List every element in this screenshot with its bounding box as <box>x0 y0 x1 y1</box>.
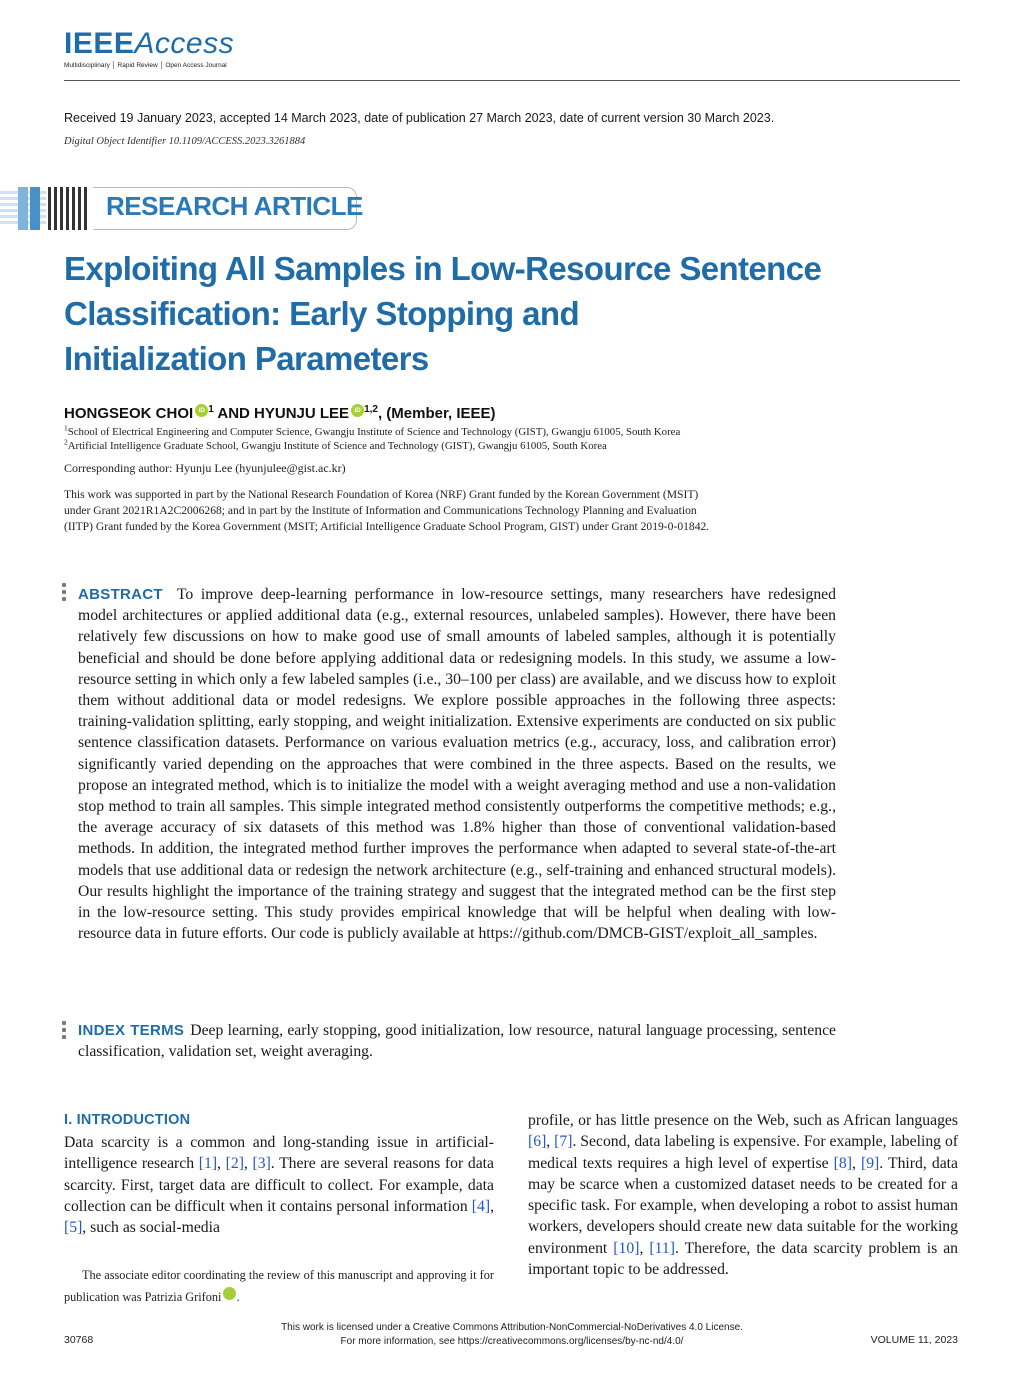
affiliation-1: $^1$School of Electrical Engineering and Computer Science, Gwangju Institute of Science and Technology (GIST), Gwangju 61005, South Korea <box>64 423 681 438</box>
license-line-2[interactable]: For more information, see https://creativecommons.org/licenses/by-nc-nd/4.0/ <box>340 1336 684 1347</box>
citation-link[interactable]: [7] <box>554 1133 573 1151</box>
abstract-marker <box>62 583 68 604</box>
intro-column-left <box>64 1110 494 1238</box>
funding-statement: This work was supported in part by the National Research Foundation of Korea (NRF) Grant funded by the Korean Government (MSIT) under Grant 2021R1A2C2006268; and in part by the Institute of Information and Communications Technology Planning and Evaluation (IITP) Grant funded by the Korea Government (MSIT; Artificial Intelligence Graduate School Program, GIST) under Grant 2019-0-01842. <box>64 488 710 533</box>
editor-footnote: The associate editor coordinating the review of this manuscript and approving it for publication was Patrizia Grifoni iD. <box>64 1268 494 1304</box>
citation-link[interactable]: [5] <box>64 1219 83 1237</box>
orcid-icon[interactable]: iD <box>351 404 364 417</box>
corresponding-author: Corresponding author: Hyunju Lee (hyunjulee@gist.ac.kr) <box>64 461 346 475</box>
author-and: AND <box>213 405 255 422</box>
citation-link[interactable]: [2] <box>225 1155 244 1173</box>
citation-link[interactable]: [8] <box>833 1154 852 1172</box>
license-line-1: This work is licensed under a Creative Commons Attribution-NonCommercial-NoDerivatives 4.0 License. <box>281 1322 743 1333</box>
index-terms-label: INDEX TERMS <box>78 1022 185 1039</box>
doi: Digital Object Identifier 10.1109/ACCESS.2023.3261884 <box>64 136 306 147</box>
citation-link[interactable]: [10] <box>613 1239 640 1257</box>
citation-link[interactable]: [1] <box>198 1155 218 1173</box>
citation-link[interactable]: [11] <box>649 1239 675 1257</box>
logo-ieee: IEEE <box>64 27 135 60</box>
citation-link[interactable]: [4] <box>471 1197 491 1215</box>
author-2-affil: 1,2 <box>364 404 378 415</box>
logo-access: Access <box>134 27 235 60</box>
logo-tagline: Multidisciplinary │ Rapid Review │ Open Access Journal <box>64 62 227 69</box>
article-type-label: RESEARCH ARTICLE <box>106 191 363 221</box>
author-1-name: HONGSEOK CHOI <box>64 405 194 422</box>
index-terms-text: Deep learning, early stopping, good initialization, low resource, natural language processing, sentence classification, validation set, weight averaging. <box>78 1022 837 1061</box>
orcid-icon[interactable]: iD <box>223 1287 236 1300</box>
index-terms-marker <box>62 1021 68 1042</box>
author-line <box>64 404 496 422</box>
abstract-text: To improve deep-learning performance in low-resource settings, many researchers have redesigned model architectures or applied additional data (e.g., external resources, unlabeled samples). However, there have been relatively few discussions on how to make good use of small amounts of labeled samples, although it is potentially beneficial and should be done before applying additional data or redesigning models. In this study, we assume a low-resource setting in which only a few labeled samples (i.e., 30–100 per class) are available, and we discuss how to exploit them without additional data or model redesigns. We explore possible approaches in the following three aspects: training-validation splitting, early stopping, and weight initialization. Extensive experiments are conducted on six public sentence classification datasets. Performance on various evaluation metrics (e.g., accuracy, loss, and calibration error) significantly varied depending on the approaches that were combined in the three aspects. Based on the results, we propose an integrated method, which is to initialize the model with a weight averaging method and use a non-validation stop method to train all samples. This simple integrated method consistently outperforms the competitive methods; e.g., the average accuracy of six datasets of this method was 1.8% higher than those of conventional validation-based methods. In addition, the integrated method further improves the performance when adapted to several state-of-the-art models that use additional data or redesign the network architecture (e.g., self-training and enhanced structural models). Our results highlight the importance of the training strategy and suggest that the integrated method can be the first step in the low-resource setting. This study provides empirical knowledge that will be helpful when dealing with low-resource data in future efforts. Our code is publicly available at https://github.com/DMCB-GIST/exploit_all_samples. <box>78 586 837 943</box>
received-dates: Received 19 January 2023, accepted 14 March 2023, date of publication 27 March 2023, date of current version 30 March 2023. <box>64 111 775 125</box>
header-divider <box>64 80 960 81</box>
volume-info: VOLUME 11, 2023 <box>870 1334 958 1346</box>
author-2-name: HYUNJU LEE <box>254 405 350 422</box>
citation-link[interactable]: [9] <box>860 1154 880 1172</box>
intro-column-right <box>528 1110 958 1280</box>
citation-link[interactable]: [6] <box>528 1133 547 1151</box>
title-line-3: Initialization Parameters <box>64 340 429 377</box>
member-status: , (Member, IEEE) <box>377 405 496 422</box>
affiliation-2: $^2$Artificial Intelligence Graduate School, Gwangju Institute of Science and Technology (GIST), Gwangju 61005, South Korea <box>64 437 607 452</box>
intro-paragraph-left: Data scarcity is a common and long-standing issue in artificial-intelligence research [1], [2], [3]. There are several reasons for data scarcity. First, target data are difficult to collect. For example, data collection can be difficult when it contains personal information [4], [5], such as social-media <box>64 1134 494 1237</box>
paper-title <box>64 246 864 381</box>
title-line-1: Exploiting All Samples in Low-Resource Sentence <box>64 250 822 287</box>
author-1-affil: 1 <box>208 404 214 415</box>
intro-paragraph-right: profile, or has little presence on the Web, such as African languages [6], [7]. Second, data labeling is expensive. For example, labeling of medical texts requires a high level of expertise [8], [9]. Third, data may be scarce when a customized dataset needs to be created for a specific task. For example, when developing a robot to assist human workers, developers should create new data suitable for the working environment [10], [11]. Therefore, the data scarcity problem is an important topic to be addressed. <box>528 1112 959 1279</box>
orcid-icon[interactable]: iD <box>195 404 208 417</box>
journal-logo <box>64 28 234 69</box>
citation-link[interactable]: [3] <box>252 1155 271 1173</box>
banner-stripes <box>0 187 96 230</box>
index-terms <box>78 1020 836 1062</box>
abstract <box>78 584 836 944</box>
page-number: 30768 <box>64 1334 94 1346</box>
title-line-2: Classification: Early Stopping and <box>64 295 580 332</box>
abstract-label: ABSTRACT <box>78 586 163 603</box>
section-heading: I. INTRODUCTION <box>64 1112 191 1128</box>
